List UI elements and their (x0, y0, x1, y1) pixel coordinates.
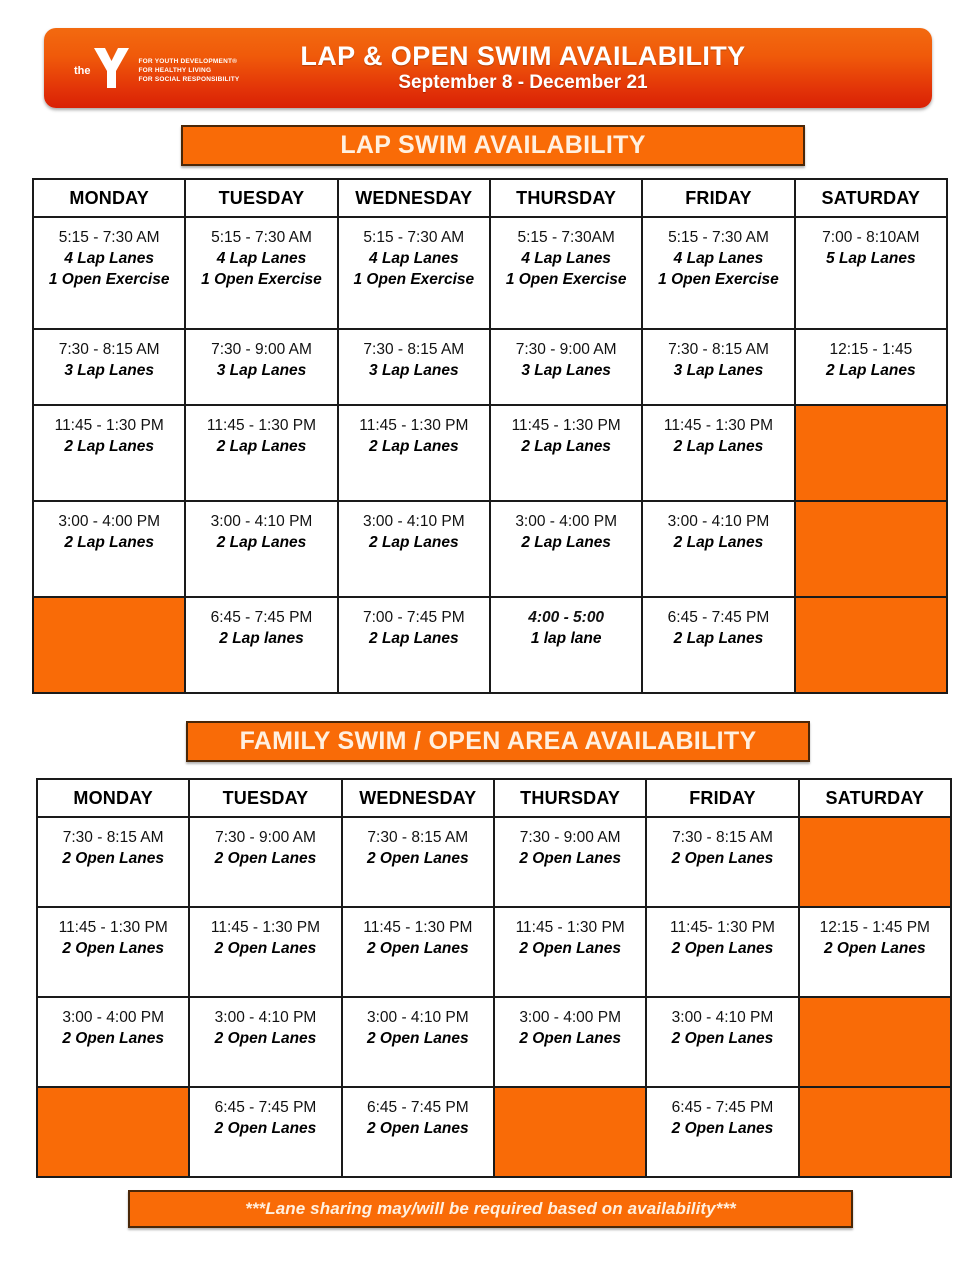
family-r1-c2-time: 7:30 - 9:00 AM (215, 829, 316, 846)
family-r2-c6-cell (799, 907, 951, 997)
lap-r2-c2-time: 3:00 - 4:10 PM (210, 513, 313, 530)
lap-day-header-monday: MONDAY (33, 179, 185, 217)
family-r2-c2-time: 11:45 - 1:30 PM (210, 919, 321, 936)
lap-r2-c1-cell (33, 329, 185, 405)
lap-r2-c6-time: 12:15 - 1:45 (829, 341, 913, 358)
family-r4-c2-lanes: 2 Open Lanes (214, 1120, 317, 1137)
lap-r1-c3-lanes-secondary: 1 Open Exercise (353, 271, 475, 288)
family-r3-c2-cell (189, 997, 341, 1087)
family-r4-c5-lanes: 2 Open Lanes (671, 1120, 774, 1137)
lap-day-header-friday: FRIDAY (642, 179, 794, 217)
family-day-header-saturday: SATURDAY (799, 779, 951, 817)
lap-r2-c4-time: 3:00 - 4:00 PM (515, 513, 617, 530)
family-r4-c1-closed-cell (37, 1087, 189, 1177)
lap-r2-c3-lanes: 2 Lap Lanes (369, 534, 459, 551)
family-r1-c3-cell (342, 817, 494, 907)
family-r1-c1-lanes: 2 Open Lanes (62, 850, 164, 867)
lap-r1-c4-lanes: 4 Lap Lanes (521, 250, 611, 267)
lap-r2-c5-time: 3:00 - 4:10 PM (667, 513, 770, 530)
lap-r3-c6-closed-cell (795, 597, 947, 693)
family-r2-c3-lanes: 2 Open Lanes (366, 940, 469, 957)
lap-r1-c5-time: 11:45 - 1:30 PM (663, 417, 774, 434)
lap-r3-c2-lanes: 2 Lap lanes (219, 630, 304, 647)
lap-day-header-saturday: SATURDAY (795, 179, 947, 217)
family-r1-c1-time: 7:30 - 8:15 AM (62, 829, 164, 846)
lap-r1-c6-closed-cell (795, 405, 947, 501)
date-range: September 8 - December 21 (398, 72, 648, 93)
family-r4-c3-lanes: 2 Open Lanes (366, 1120, 469, 1137)
family-table-body (37, 817, 951, 1177)
lap-r1-c6-cell (795, 217, 947, 329)
family-r2-c5-lanes: 2 Open Lanes (671, 940, 774, 957)
family-r1-c4-cell (494, 817, 646, 907)
lap-r2-c3-lanes: 3 Lap Lanes (369, 362, 459, 379)
lap-r1-c3-time: 5:15 - 7:30 AM (363, 229, 465, 246)
lap-r3-c5-time: 6:45 - 7:45 PM (667, 609, 770, 626)
lap-r3-c3-cell (338, 597, 490, 693)
logo-tagline-line-1: FOR YOUTH DEVELOPMENT® (138, 57, 238, 65)
lap-r1-c4-time: 11:45 - 1:30 PM (511, 417, 621, 434)
family-row (37, 997, 951, 1087)
family-r2-c6-lanes: 2 Open Lanes (823, 940, 926, 957)
lap-r2-c2-cell (185, 501, 337, 597)
family-r2-c6-time: 12:15 - 1:45 PM (819, 919, 930, 936)
family-r1-c6-closed-cell (799, 817, 951, 907)
lap-day-header-thursday: THURSDAY (490, 179, 642, 217)
family-r3-c1-time: 3:00 - 4:00 PM (62, 1009, 164, 1026)
family-day-header-wednesday: WEDNESDAY (342, 779, 494, 817)
family-r2-c4-lanes: 2 Open Lanes (519, 940, 621, 957)
lane-sharing-note: ***Lane sharing may/will be required based on availability*** (128, 1190, 853, 1228)
lap-r2-c2-time: 7:30 - 9:00 AM (211, 341, 312, 358)
page-title: LAP & OPEN SWIM AVAILABILITY (300, 41, 746, 71)
family-day-header-friday: FRIDAY (646, 779, 798, 817)
logo-tagline (139, 57, 240, 84)
family-r3-c1-cell (37, 997, 189, 1087)
lap-r1-c4-time: 5:15 - 7:30AM (517, 229, 615, 246)
family-r1-c1-cell (37, 817, 189, 907)
lap-r2-c1-time: 3:00 - 4:00 PM (58, 513, 160, 530)
family-r1-c2-cell (189, 817, 341, 907)
family-r4-c4-closed-cell (494, 1087, 646, 1177)
lap-r2-c5-lanes: 3 Lap Lanes (673, 362, 764, 379)
family-r2-c4-time: 11:45 - 1:30 PM (515, 919, 625, 936)
lap-r2-c3-cell (338, 329, 490, 405)
lap-r1-c2-time: 11:45 - 1:30 PM (206, 417, 317, 434)
lap-day-header-tuesday: TUESDAY (185, 179, 337, 217)
lap-r2-c2-cell (185, 329, 337, 405)
lap-r2-c4-time: 7:30 - 9:00 AM (515, 341, 617, 358)
family-r3-c3-lanes: 2 Open Lanes (366, 1030, 469, 1047)
family-r2-c4-cell (494, 907, 646, 997)
lap-r2-c6-closed-cell (795, 501, 947, 597)
family-r2-c1-time: 11:45 - 1:30 PM (58, 919, 168, 936)
family-r2-c5-cell (646, 907, 798, 997)
family-r2-c5-time: 11:45- 1:30 PM (670, 919, 775, 936)
lap-r2-c1-time: 7:30 - 8:15 AM (58, 341, 160, 358)
lap-r2-c4-lanes: 2 Lap Lanes (521, 534, 611, 551)
lap-r1-c5-cell (642, 405, 794, 501)
ymca-y-icon (92, 46, 130, 90)
lap-r2-c1-lanes: 2 Lap Lanes (64, 534, 154, 551)
family-r3-c3-time: 3:00 - 4:10 PM (366, 1009, 469, 1026)
lap-r1-c5-lanes: 4 Lap Lanes (673, 250, 764, 267)
lap-row (33, 501, 947, 597)
family-day-header-tuesday: TUESDAY (189, 779, 341, 817)
lap-r1-c3-lanes: 2 Lap Lanes (369, 438, 459, 455)
lap-swim-section-banner: LAP SWIM AVAILABILITY (181, 125, 805, 166)
lap-r3-c3-time: 7:00 - 7:45 PM (362, 609, 465, 626)
lap-day-header-wednesday: WEDNESDAY (338, 179, 490, 217)
lap-r2-c3-cell (338, 501, 490, 597)
lap-r1-c1-lanes: 4 Lap Lanes (64, 250, 154, 267)
family-r4-c2-cell (189, 1087, 341, 1177)
lap-r2-c6-lanes: 2 Lap Lanes (826, 362, 916, 379)
lap-r1-c2-lanes: 4 Lap Lanes (216, 250, 307, 267)
lap-r2-c2-lanes: 3 Lap Lanes (216, 362, 307, 379)
family-r3-c4-lanes: 2 Open Lanes (519, 1030, 621, 1047)
lap-r1-c4-cell (490, 405, 642, 501)
family-r3-c2-time: 3:00 - 4:10 PM (214, 1009, 317, 1026)
lap-r1-c6-lanes: 5 Lap Lanes (826, 250, 916, 267)
lap-r1-c2-cell (185, 405, 337, 501)
family-r4-c5-time: 6:45 - 7:45 PM (671, 1099, 774, 1116)
lap-r2-c5-lanes: 2 Lap Lanes (673, 534, 764, 551)
lap-r1-c5-lanes: 2 Lap Lanes (673, 438, 764, 455)
family-r3-c1-lanes: 2 Open Lanes (62, 1030, 164, 1047)
lap-r1-c1-lanes: 2 Lap Lanes (64, 438, 154, 455)
family-r1-c5-time: 7:30 - 8:15 AM (672, 829, 773, 846)
lap-row (33, 217, 947, 329)
lap-r2-c2-lanes: 2 Lap Lanes (216, 534, 307, 551)
family-r4-c3-time: 6:45 - 7:45 PM (366, 1099, 469, 1116)
family-r3-c3-cell (342, 997, 494, 1087)
family-r3-c5-time: 3:00 - 4:10 PM (671, 1009, 774, 1026)
family-day-header-monday: MONDAY (37, 779, 189, 817)
lap-row (33, 597, 947, 693)
ymca-logo (74, 44, 239, 92)
lap-r3-c4-lanes: 1 lap lane (530, 630, 602, 647)
header-banner (44, 28, 932, 108)
lap-r2-c4-cell (490, 329, 642, 405)
family-swim-table (36, 778, 952, 1178)
family-r1-c5-lanes: 2 Open Lanes (671, 850, 774, 867)
lap-r1-c2-lanes: 2 Lap Lanes (216, 438, 307, 455)
lap-r2-c5-cell (642, 501, 794, 597)
family-row (37, 817, 951, 907)
lap-swim-table-top (32, 178, 948, 406)
lap-swim-table-bottom (32, 404, 948, 694)
family-r1-c3-time: 7:30 - 8:15 AM (367, 829, 469, 846)
family-r4-c5-cell (646, 1087, 798, 1177)
lap-r3-c5-lanes: 2 Lap Lanes (673, 630, 764, 647)
family-r4-c2-time: 6:45 - 7:45 PM (214, 1099, 317, 1116)
lap-r1-c3-lanes: 4 Lap Lanes (369, 250, 459, 267)
lap-r3-c4-cell (490, 597, 642, 693)
lap-r1-c6-time: 7:00 - 8:10AM (822, 229, 920, 246)
family-row (37, 1087, 951, 1177)
lap-table-top-body (33, 217, 947, 405)
family-r1-c5-cell (646, 817, 798, 907)
lap-r1-c5-lanes-secondary: 1 Open Exercise (658, 271, 779, 288)
family-r4-c3-cell (342, 1087, 494, 1177)
lap-r1-c3-time: 11:45 - 1:30 PM (359, 417, 469, 434)
lap-r1-c1-cell (33, 217, 185, 329)
lap-r1-c2-cell (185, 217, 337, 329)
family-r2-c2-cell (189, 907, 341, 997)
family-swim-section-banner: FAMILY SWIM / OPEN AREA AVAILABILITY (186, 721, 810, 762)
logo-the-text: the (74, 65, 91, 77)
lap-r3-c3-lanes: 2 Lap Lanes (369, 630, 459, 647)
lap-table-bottom-body (33, 405, 947, 693)
family-r3-c2-lanes: 2 Open Lanes (214, 1030, 317, 1047)
family-r1-c3-lanes: 2 Open Lanes (366, 850, 469, 867)
lap-r1-c3-cell (338, 405, 490, 501)
lap-r1-c1-time: 5:15 - 7:30 AM (58, 229, 160, 246)
lap-r1-c2-time: 5:15 - 7:30 AM (211, 229, 312, 246)
lap-r2-c1-cell (33, 501, 185, 597)
family-r4-c6-closed-cell (799, 1087, 951, 1177)
family-r3-c4-time: 3:00 - 4:00 PM (519, 1009, 621, 1026)
lap-r2-c4-lanes: 3 Lap Lanes (521, 362, 611, 379)
family-table-header-row (37, 779, 951, 817)
family-r3-c4-cell (494, 997, 646, 1087)
lap-r3-c1-closed-cell (33, 597, 185, 693)
lap-r3-c2-time: 6:45 - 7:45 PM (210, 609, 313, 626)
family-row (37, 907, 951, 997)
family-r2-c1-lanes: 2 Open Lanes (62, 940, 164, 957)
lap-r3-c5-cell (642, 597, 794, 693)
lap-r2-c6-cell (795, 329, 947, 405)
lap-r1-c5-time: 5:15 - 7:30 AM (668, 229, 769, 246)
family-r3-c5-lanes: 2 Open Lanes (671, 1030, 774, 1047)
lap-row (33, 405, 947, 501)
lap-r2-c1-lanes: 3 Lap Lanes (64, 362, 154, 379)
lap-r1-c1-time: 11:45 - 1:30 PM (54, 417, 164, 434)
family-r2-c2-lanes: 2 Open Lanes (214, 940, 317, 957)
lap-r1-c3-cell (338, 217, 490, 329)
lap-r3-c2-cell (185, 597, 337, 693)
family-r2-c3-cell (342, 907, 494, 997)
lap-r1-c2-lanes-secondary: 1 Open Exercise (201, 271, 322, 288)
lap-r1-c1-cell (33, 405, 185, 501)
family-r2-c3-time: 11:45 - 1:30 PM (363, 919, 473, 936)
family-r1-c2-lanes: 2 Open Lanes (214, 850, 317, 867)
lap-r2-c5-cell (642, 329, 794, 405)
lap-row (33, 329, 947, 405)
logo-tagline-line-3: FOR SOCIAL RESPONSIBILITY (138, 75, 240, 83)
family-r1-c4-lanes: 2 Open Lanes (519, 850, 621, 867)
lap-r1-c4-lanes: 2 Lap Lanes (521, 438, 611, 455)
lap-r2-c5-time: 7:30 - 8:15 AM (668, 341, 769, 358)
family-r2-c1-cell (37, 907, 189, 997)
lap-r1-c1-lanes-secondary: 1 Open Exercise (48, 271, 170, 288)
lap-r1-c4-lanes-secondary: 1 Open Exercise (505, 271, 627, 288)
logo-tagline-line-2: FOR HEALTHY LIVING (138, 66, 212, 74)
lap-r2-c4-cell (490, 501, 642, 597)
family-day-header-thursday: THURSDAY (494, 779, 646, 817)
lap-r2-c3-time: 3:00 - 4:10 PM (362, 513, 465, 530)
lap-r1-c4-cell (490, 217, 642, 329)
family-r1-c4-time: 7:30 - 9:00 AM (519, 829, 621, 846)
family-r3-c6-closed-cell (799, 997, 951, 1087)
lap-table-header-row (33, 179, 947, 217)
lap-r1-c5-cell (642, 217, 794, 329)
lap-r2-c3-time: 7:30 - 8:15 AM (363, 341, 465, 358)
family-r3-c5-cell (646, 997, 798, 1087)
lap-r3-c4-time: 4:00 - 5:00 (528, 609, 605, 626)
